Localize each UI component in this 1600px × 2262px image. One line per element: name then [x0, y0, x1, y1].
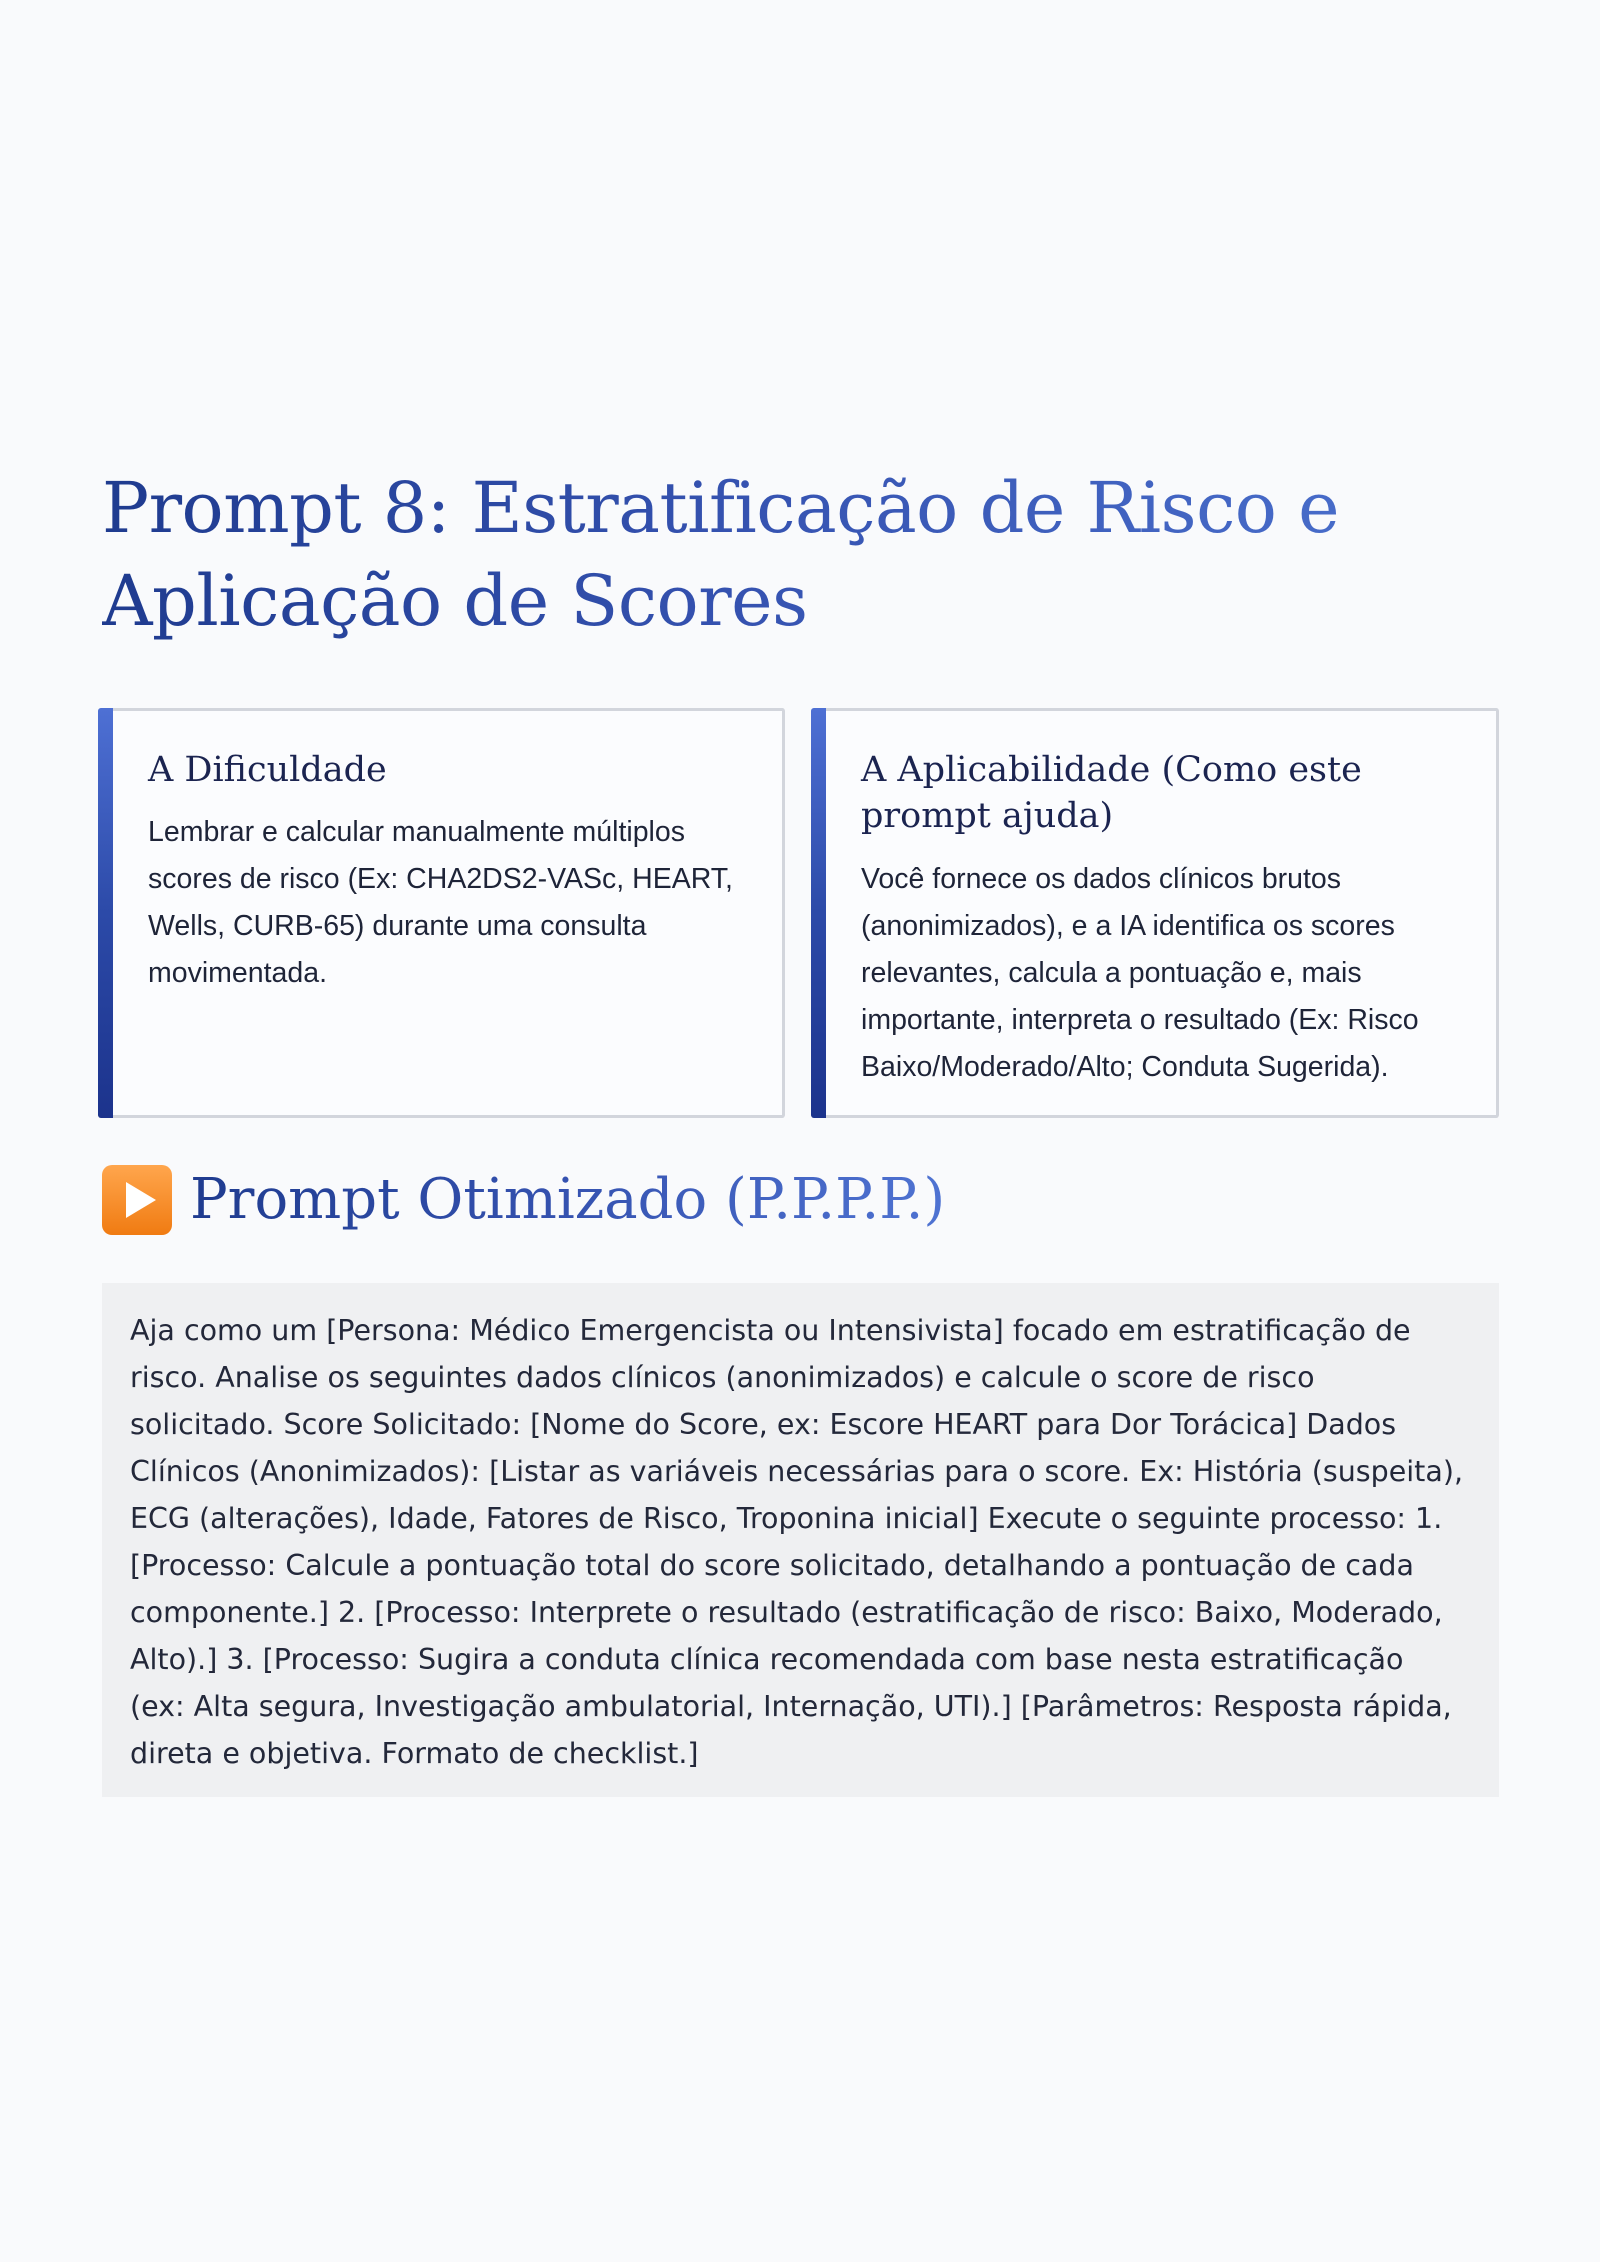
difficulty-text: Lembrar e calcular manualmente múltiplos scores de risco (Ex: CHA2DS2-VASc, HEART, Wells, CURB-65) durante uma consulta movimentada.: [148, 816, 733, 989]
card-accent-bar: [811, 708, 826, 1118]
optimized-prompt-heading: [102, 1160, 945, 1240]
prompt-box: [102, 1283, 1499, 1797]
applicability-text: Você fornece os dados clínicos brutos (anonimizados), e a IA identifica os scores relevantes, calcula a pontuação e, mais importante, interpreta o resultado (Ex: Risco Baixo/Moderado/Alto; Conduta Sugerida).: [861, 863, 1419, 1083]
optimized-prompt-heading-text: Prompt Otimizado (P.P.P.P.): [190, 1160, 945, 1240]
page-title: Prompt 8: Estratificação de Risco e Aplicação de Scores: [102, 462, 1502, 648]
card-accent-bar: [98, 708, 113, 1118]
applicability-heading: A Aplicabilidade (Como este prompt ajuda): [861, 750, 1362, 836]
difficulty-card: [98, 708, 785, 1118]
applicability-card: [811, 708, 1499, 1118]
prompt-text: Aja como um [Persona: Médico Emergencista ou Intensivista] focado em estratificação de risco. Analise os seguintes dados clínicos (anonimizados) e calcule o score de risco solicitado. Score Solicitado: [Nome do Score, ex: Escore HEART para Dor Torácica] Dados Clínicos (Anonimizados): [Listar as variáveis necessárias para o score. Ex: História (suspeita), ECG (alterações), Idade, Fatores de Risco, Troponina inicial] Execute o seguinte processo: 1. [Processo: Calcule a pontuação total do score solicitado, detalhando a pontuação de cada componente.] 2. [Processo: Interprete o resultado (estratificação de risco: Baixo, Moderado, Alto).] 3. [Processo: Sugira a conduta clínica recomendada com base nesta estratificação (ex: Alta segura, Investigação ambulatorial, Internação, UTI).] [Parâmetros: Resposta rápida, direta e objetiva. Formato de checklist.]: [130, 1314, 1464, 1770]
difficulty-heading: A Dificuldade: [148, 750, 387, 790]
play-button-icon: [102, 1165, 172, 1235]
